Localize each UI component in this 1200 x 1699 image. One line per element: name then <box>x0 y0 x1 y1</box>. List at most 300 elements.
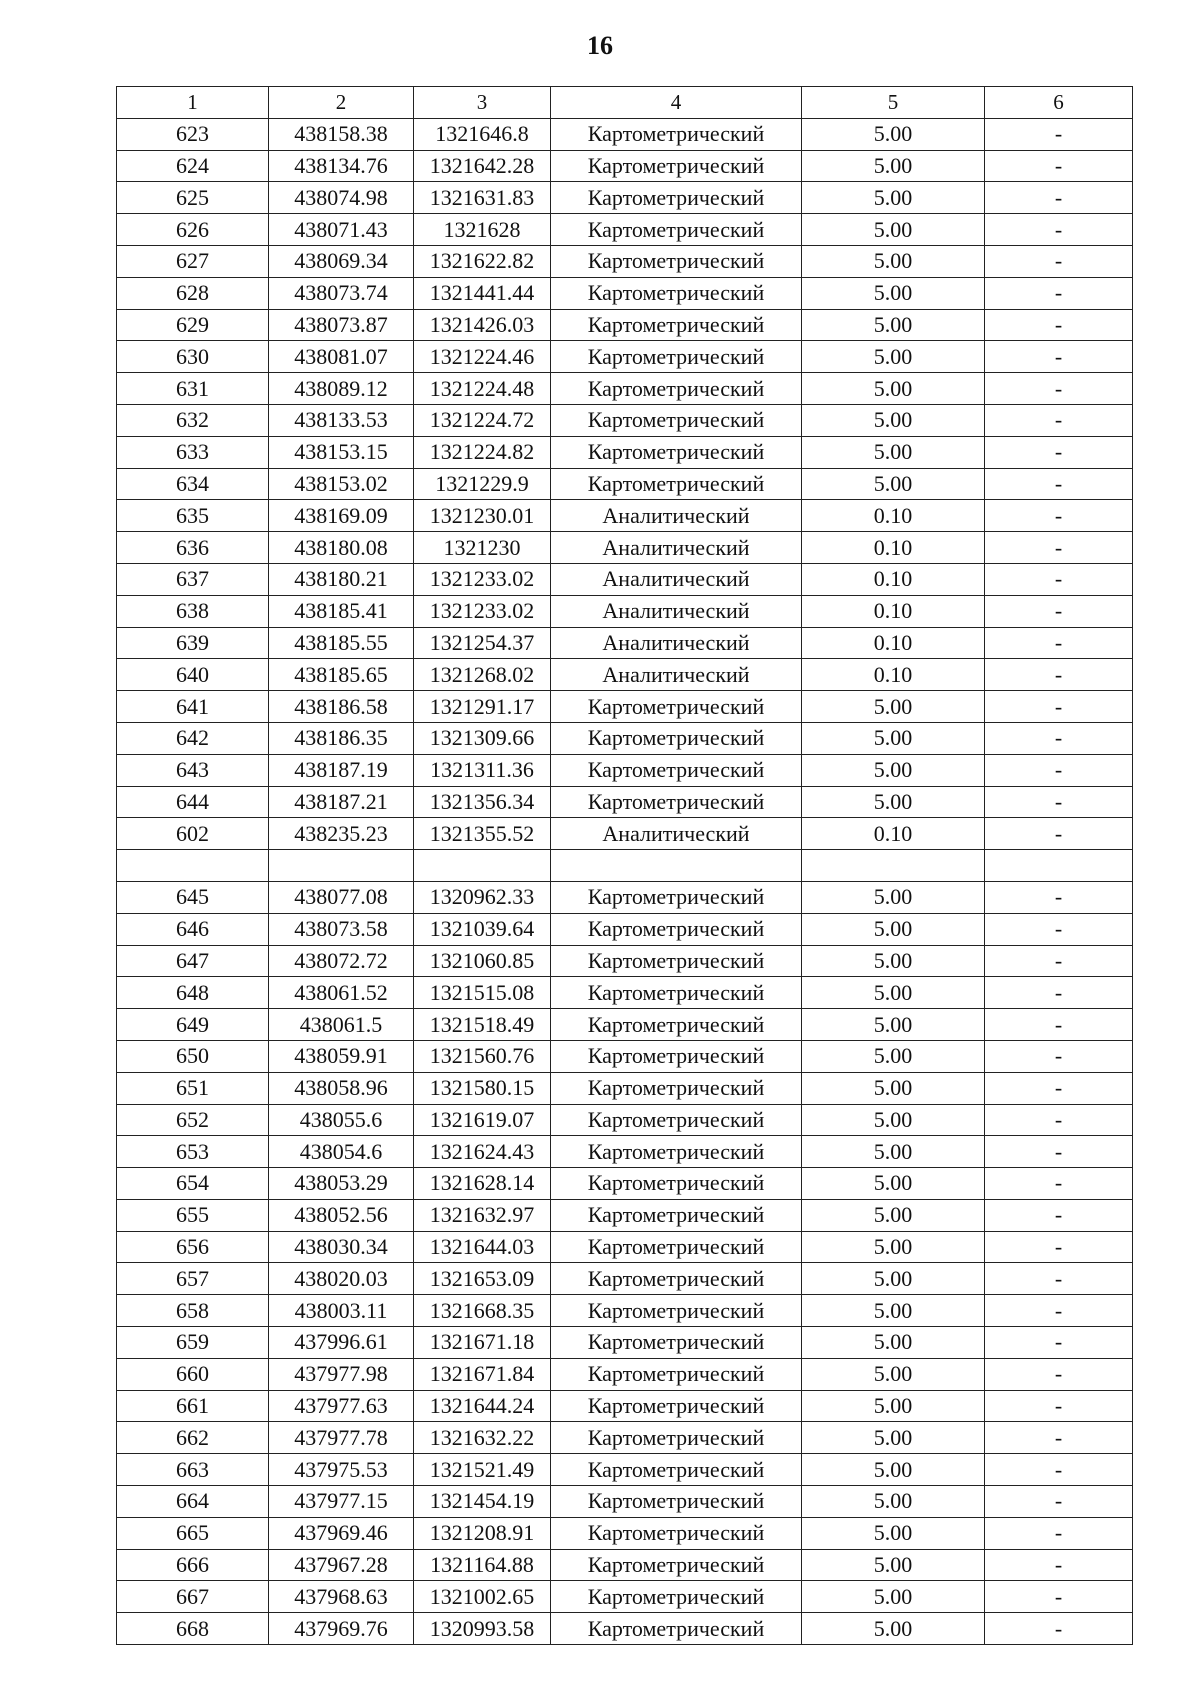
point-number-cell: 626 <box>117 214 269 246</box>
point-number-cell: 659 <box>117 1327 269 1359</box>
x-coordinate-cell: 438003.11 <box>269 1295 414 1327</box>
description-cell: - <box>985 214 1133 246</box>
description-cell: - <box>985 1009 1133 1041</box>
table-row <box>117 468 1133 500</box>
point-number-cell: 654 <box>117 1168 269 1200</box>
y-coordinate-cell: 1321224.82 <box>414 436 551 468</box>
accuracy-cell: 5.00 <box>802 150 985 182</box>
accuracy-cell: 5.00 <box>802 945 985 977</box>
table-row <box>117 500 1133 532</box>
accuracy-cell: 5.00 <box>802 1390 985 1422</box>
method-cell: Аналитический <box>551 563 802 595</box>
method-cell: Картометрический <box>551 214 802 246</box>
description-cell: - <box>985 309 1133 341</box>
y-coordinate-cell: 1321632.22 <box>414 1422 551 1454</box>
accuracy-cell: 5.00 <box>802 722 985 754</box>
point-number-cell: 646 <box>117 913 269 945</box>
x-coordinate-cell: 437996.61 <box>269 1327 414 1359</box>
table-row <box>117 1168 1133 1200</box>
y-coordinate-cell: 1321671.18 <box>414 1327 551 1359</box>
x-coordinate-cell: 438077.08 <box>269 881 414 913</box>
header-cell-4: 4 <box>551 87 802 119</box>
accuracy-cell: 5.00 <box>802 1613 985 1645</box>
y-coordinate-cell: 1321230.01 <box>414 500 551 532</box>
accuracy-cell: 5.00 <box>802 373 985 405</box>
x-coordinate-cell: 438073.87 <box>269 309 414 341</box>
table-row <box>117 595 1133 627</box>
x-coordinate-cell: 438185.55 <box>269 627 414 659</box>
y-coordinate-cell: 1321254.37 <box>414 627 551 659</box>
point-number-cell: 641 <box>117 691 269 723</box>
y-coordinate-cell: 1321628 <box>414 214 551 246</box>
point-number-cell: 638 <box>117 595 269 627</box>
method-cell: Картометрический <box>551 1072 802 1104</box>
description-cell: - <box>985 1168 1133 1200</box>
table-row <box>117 341 1133 373</box>
y-coordinate-cell: 1321229.9 <box>414 468 551 500</box>
point-number-cell: 645 <box>117 881 269 913</box>
description-cell: - <box>985 1613 1133 1645</box>
x-coordinate-cell: 437969.46 <box>269 1517 414 1549</box>
x-coordinate-cell: 438030.34 <box>269 1231 414 1263</box>
method-cell: Картометрический <box>551 945 802 977</box>
method-cell: Картометрический <box>551 1168 802 1200</box>
table-row <box>117 563 1133 595</box>
x-coordinate-cell: 437977.15 <box>269 1486 414 1518</box>
x-coordinate-cell: 438180.21 <box>269 563 414 595</box>
table-row <box>117 881 1133 913</box>
point-number-cell: 661 <box>117 1390 269 1422</box>
x-coordinate-cell: 438055.6 <box>269 1104 414 1136</box>
method-cell: Картометрический <box>551 754 802 786</box>
x-coordinate-cell: 438235.23 <box>269 818 414 850</box>
point-number-cell: 656 <box>117 1231 269 1263</box>
y-coordinate-cell: 1321224.48 <box>414 373 551 405</box>
method-cell: Картометрический <box>551 1104 802 1136</box>
x-coordinate-cell: 438134.76 <box>269 150 414 182</box>
y-coordinate-cell: 1321515.08 <box>414 977 551 1009</box>
x-coordinate-cell: 438061.5 <box>269 1009 414 1041</box>
header-row <box>117 87 1133 119</box>
header-cell-5: 5 <box>802 87 985 119</box>
y-coordinate-cell: 1321208.91 <box>414 1517 551 1549</box>
method-cell: Картометрический <box>551 881 802 913</box>
point-number-cell: 667 <box>117 1581 269 1613</box>
accuracy-cell: 0.10 <box>802 563 985 595</box>
accuracy-cell: 5.00 <box>802 1199 985 1231</box>
table-row <box>117 722 1133 754</box>
x-coordinate-cell: 438058.96 <box>269 1072 414 1104</box>
point-number-cell: 658 <box>117 1295 269 1327</box>
point-number-cell: 634 <box>117 468 269 500</box>
method-cell: Аналитический <box>551 627 802 659</box>
y-coordinate-cell: 1321632.97 <box>414 1199 551 1231</box>
point-number-cell: 665 <box>117 1517 269 1549</box>
y-coordinate-cell: 1321622.82 <box>414 245 551 277</box>
method-cell: Картометрический <box>551 1517 802 1549</box>
table-row <box>117 118 1133 150</box>
y-coordinate-cell: 1321644.03 <box>414 1231 551 1263</box>
point-number-cell: 647 <box>117 945 269 977</box>
method-cell: Картометрический <box>551 404 802 436</box>
y-coordinate-cell: 1321646.8 <box>414 118 551 150</box>
accuracy-cell: 5.00 <box>802 1327 985 1359</box>
method-cell: Картометрический <box>551 1231 802 1263</box>
y-coordinate-cell: 1321309.66 <box>414 722 551 754</box>
x-coordinate-cell: 438020.03 <box>269 1263 414 1295</box>
x-coordinate-cell: 437975.53 <box>269 1454 414 1486</box>
method-cell: Аналитический <box>551 818 802 850</box>
y-coordinate-cell: 1321441.44 <box>414 277 551 309</box>
header-cell-1: 1 <box>117 87 269 119</box>
y-coordinate-cell: 1321060.85 <box>414 945 551 977</box>
description-cell: - <box>985 945 1133 977</box>
point-number-cell: 657 <box>117 1263 269 1295</box>
method-cell: Картометрический <box>551 373 802 405</box>
table-row <box>117 1231 1133 1263</box>
method-cell: Картометрический <box>551 309 802 341</box>
accuracy-cell: 5.00 <box>802 1295 985 1327</box>
table-row <box>117 1104 1133 1136</box>
point-number-cell: 643 <box>117 754 269 786</box>
method-cell: Картометрический <box>551 436 802 468</box>
method-cell: Картометрический <box>551 1549 802 1581</box>
x-coordinate-cell: 438071.43 <box>269 214 414 246</box>
x-coordinate-cell: 438072.72 <box>269 945 414 977</box>
method-cell: Картометрический <box>551 1613 802 1645</box>
y-coordinate-cell: 1321224.72 <box>414 404 551 436</box>
x-coordinate-cell: 438187.19 <box>269 754 414 786</box>
description-cell: - <box>985 373 1133 405</box>
method-cell: Картометрический <box>551 786 802 818</box>
description-cell: - <box>985 1104 1133 1136</box>
method-cell: Картометрический <box>551 1390 802 1422</box>
point-number-cell <box>117 850 269 882</box>
description-cell: - <box>985 118 1133 150</box>
accuracy-cell: 5.00 <box>802 1358 985 1390</box>
y-coordinate-cell: 1320962.33 <box>414 881 551 913</box>
description-cell: - <box>985 1231 1133 1263</box>
point-number-cell: 631 <box>117 373 269 405</box>
method-cell: Картометрический <box>551 1040 802 1072</box>
x-coordinate-cell: 438069.34 <box>269 245 414 277</box>
y-coordinate-cell: 1321671.84 <box>414 1358 551 1390</box>
accuracy-cell: 5.00 <box>802 309 985 341</box>
table-row <box>117 913 1133 945</box>
description-cell: - <box>985 754 1133 786</box>
point-number-cell: 628 <box>117 277 269 309</box>
method-cell: Аналитический <box>551 659 802 691</box>
x-coordinate-cell: 438081.07 <box>269 341 414 373</box>
x-coordinate-cell: 437967.28 <box>269 1549 414 1581</box>
method-cell: Картометрический <box>551 150 802 182</box>
x-coordinate-cell: 438186.35 <box>269 722 414 754</box>
y-coordinate-cell: 1321355.52 <box>414 818 551 850</box>
accuracy-cell: 5.00 <box>802 1581 985 1613</box>
x-coordinate-cell: 438180.08 <box>269 532 414 564</box>
method-cell: Картометрический <box>551 1327 802 1359</box>
table-row <box>117 977 1133 1009</box>
point-number-cell: 623 <box>117 118 269 150</box>
x-coordinate-cell: 438153.15 <box>269 436 414 468</box>
x-coordinate-cell: 438133.53 <box>269 404 414 436</box>
y-coordinate-cell: 1321619.07 <box>414 1104 551 1136</box>
description-cell: - <box>985 1327 1133 1359</box>
description-cell: - <box>985 913 1133 945</box>
point-number-cell: 668 <box>117 1613 269 1645</box>
point-number-cell: 629 <box>117 309 269 341</box>
point-number-cell: 664 <box>117 1486 269 1518</box>
description-cell: - <box>985 595 1133 627</box>
description-cell: - <box>985 881 1133 913</box>
accuracy-cell: 0.10 <box>802 627 985 659</box>
table-row <box>117 404 1133 436</box>
accuracy-cell: 5.00 <box>802 754 985 786</box>
y-coordinate-cell: 1321580.15 <box>414 1072 551 1104</box>
description-cell: - <box>985 468 1133 500</box>
accuracy-cell: 5.00 <box>802 913 985 945</box>
y-coordinate-cell: 1321628.14 <box>414 1168 551 1200</box>
y-coordinate-cell <box>414 850 551 882</box>
accuracy-cell: 5.00 <box>802 341 985 373</box>
description-cell: - <box>985 245 1133 277</box>
table-row <box>117 309 1133 341</box>
method-cell: Картометрический <box>551 1136 802 1168</box>
description-cell <box>985 850 1133 882</box>
table-row <box>117 1390 1133 1422</box>
method-cell: Картометрический <box>551 118 802 150</box>
x-coordinate-cell: 438158.38 <box>269 118 414 150</box>
x-coordinate-cell: 437969.76 <box>269 1613 414 1645</box>
table-row <box>117 1327 1133 1359</box>
x-coordinate-cell: 438059.91 <box>269 1040 414 1072</box>
header-cell-3: 3 <box>414 87 551 119</box>
y-coordinate-cell: 1321644.24 <box>414 1390 551 1422</box>
x-coordinate-cell: 438185.65 <box>269 659 414 691</box>
y-coordinate-cell: 1321631.83 <box>414 182 551 214</box>
table-row <box>117 214 1133 246</box>
method-cell: Картометрический <box>551 245 802 277</box>
table-row <box>117 1517 1133 1549</box>
point-number-cell: 662 <box>117 1422 269 1454</box>
accuracy-cell: 5.00 <box>802 277 985 309</box>
description-cell: - <box>985 722 1133 754</box>
description-cell: - <box>985 150 1133 182</box>
description-cell: - <box>985 1390 1133 1422</box>
coordinates-table <box>116 86 1133 1645</box>
table-row <box>117 150 1133 182</box>
method-cell: Картометрический <box>551 691 802 723</box>
accuracy-cell: 0.10 <box>802 595 985 627</box>
table-row <box>117 754 1133 786</box>
point-number-cell: 602 <box>117 818 269 850</box>
point-number-cell: 649 <box>117 1009 269 1041</box>
point-number-cell: 650 <box>117 1040 269 1072</box>
y-coordinate-cell: 1321268.02 <box>414 659 551 691</box>
x-coordinate-cell: 437977.78 <box>269 1422 414 1454</box>
x-coordinate-cell: 438089.12 <box>269 373 414 405</box>
y-coordinate-cell: 1321002.65 <box>414 1581 551 1613</box>
method-cell: Картометрический <box>551 1358 802 1390</box>
header-cell-6: 6 <box>985 87 1133 119</box>
description-cell: - <box>985 786 1133 818</box>
y-coordinate-cell: 1321233.02 <box>414 595 551 627</box>
table-row <box>117 182 1133 214</box>
table-row <box>117 1581 1133 1613</box>
point-number-cell: 651 <box>117 1072 269 1104</box>
table-row <box>117 850 1133 882</box>
method-cell: Картометрический <box>551 1581 802 1613</box>
method-cell: Аналитический <box>551 595 802 627</box>
point-number-cell: 625 <box>117 182 269 214</box>
point-number-cell: 640 <box>117 659 269 691</box>
table-row <box>117 786 1133 818</box>
point-number-cell: 639 <box>117 627 269 659</box>
accuracy-cell: 5.00 <box>802 1136 985 1168</box>
accuracy-cell: 5.00 <box>802 1040 985 1072</box>
accuracy-cell: 5.00 <box>802 404 985 436</box>
point-number-cell: 642 <box>117 722 269 754</box>
description-cell: - <box>985 1295 1133 1327</box>
x-coordinate-cell: 437977.98 <box>269 1358 414 1390</box>
point-number-cell: 666 <box>117 1549 269 1581</box>
description-cell: - <box>985 1263 1133 1295</box>
method-cell: Картометрический <box>551 913 802 945</box>
description-cell: - <box>985 1486 1133 1518</box>
y-coordinate-cell: 1321653.09 <box>414 1263 551 1295</box>
method-cell <box>551 850 802 882</box>
description-cell: - <box>985 659 1133 691</box>
y-coordinate-cell: 1321311.36 <box>414 754 551 786</box>
accuracy-cell: 5.00 <box>802 468 985 500</box>
description-cell: - <box>985 1454 1133 1486</box>
table-row <box>117 818 1133 850</box>
header-cell-2: 2 <box>269 87 414 119</box>
description-cell: - <box>985 277 1133 309</box>
point-number-cell: 644 <box>117 786 269 818</box>
table-row <box>117 691 1133 723</box>
method-cell: Картометрический <box>551 1263 802 1295</box>
description-cell: - <box>985 1422 1133 1454</box>
description-cell: - <box>985 1040 1133 1072</box>
point-number-cell: 627 <box>117 245 269 277</box>
point-number-cell: 655 <box>117 1199 269 1231</box>
accuracy-cell: 5.00 <box>802 214 985 246</box>
description-cell: - <box>985 532 1133 564</box>
description-cell: - <box>985 404 1133 436</box>
table-row <box>117 1009 1133 1041</box>
x-coordinate-cell: 438052.56 <box>269 1199 414 1231</box>
x-coordinate-cell: 438053.29 <box>269 1168 414 1200</box>
description-cell: - <box>985 1072 1133 1104</box>
y-coordinate-cell: 1321291.17 <box>414 691 551 723</box>
accuracy-cell: 5.00 <box>802 1263 985 1295</box>
accuracy-cell: 0.10 <box>802 659 985 691</box>
table-row <box>117 1549 1133 1581</box>
point-number-cell: 635 <box>117 500 269 532</box>
accuracy-cell: 5.00 <box>802 436 985 468</box>
y-coordinate-cell: 1321233.02 <box>414 563 551 595</box>
x-coordinate-cell: 438073.58 <box>269 913 414 945</box>
point-number-cell: 624 <box>117 150 269 182</box>
y-coordinate-cell: 1321668.35 <box>414 1295 551 1327</box>
table-row <box>117 945 1133 977</box>
description-cell: - <box>985 1517 1133 1549</box>
y-coordinate-cell: 1321426.03 <box>414 309 551 341</box>
method-cell: Картометрический <box>551 341 802 373</box>
method-cell: Картометрический <box>551 1009 802 1041</box>
point-number-cell: 633 <box>117 436 269 468</box>
method-cell: Картометрический <box>551 1295 802 1327</box>
accuracy-cell: 5.00 <box>802 118 985 150</box>
table-row <box>117 659 1133 691</box>
y-coordinate-cell: 1321164.88 <box>414 1549 551 1581</box>
accuracy-cell: 5.00 <box>802 245 985 277</box>
accuracy-cell: 5.00 <box>802 182 985 214</box>
accuracy-cell <box>802 850 985 882</box>
method-cell: Картометрический <box>551 468 802 500</box>
method-cell: Картометрический <box>551 1199 802 1231</box>
accuracy-cell: 5.00 <box>802 1454 985 1486</box>
x-coordinate-cell: 438187.21 <box>269 786 414 818</box>
point-number-cell: 632 <box>117 404 269 436</box>
y-coordinate-cell: 1320993.58 <box>414 1613 551 1645</box>
accuracy-cell: 5.00 <box>802 1009 985 1041</box>
y-coordinate-cell: 1321039.64 <box>414 913 551 945</box>
point-number-cell: 637 <box>117 563 269 595</box>
description-cell: - <box>985 1199 1133 1231</box>
description-cell: - <box>985 341 1133 373</box>
accuracy-cell: 5.00 <box>802 881 985 913</box>
accuracy-cell: 0.10 <box>802 818 985 850</box>
x-coordinate-cell: 438169.09 <box>269 500 414 532</box>
accuracy-cell: 5.00 <box>802 1517 985 1549</box>
table-body <box>117 118 1133 1644</box>
table-row <box>117 373 1133 405</box>
description-cell: - <box>985 1136 1133 1168</box>
y-coordinate-cell: 1321642.28 <box>414 150 551 182</box>
y-coordinate-cell: 1321518.49 <box>414 1009 551 1041</box>
point-number-cell: 636 <box>117 532 269 564</box>
table-row <box>117 1040 1133 1072</box>
method-cell: Аналитический <box>551 532 802 564</box>
y-coordinate-cell: 1321560.76 <box>414 1040 551 1072</box>
x-coordinate-cell: 438185.41 <box>269 595 414 627</box>
x-coordinate-cell: 438061.52 <box>269 977 414 1009</box>
method-cell: Картометрический <box>551 1454 802 1486</box>
table-row <box>117 436 1133 468</box>
table-row <box>117 1072 1133 1104</box>
y-coordinate-cell: 1321454.19 <box>414 1486 551 1518</box>
table-row <box>117 277 1133 309</box>
x-coordinate-cell: 438186.58 <box>269 691 414 723</box>
accuracy-cell: 5.00 <box>802 977 985 1009</box>
table-row <box>117 1295 1133 1327</box>
x-coordinate-cell <box>269 850 414 882</box>
method-cell: Картометрический <box>551 1422 802 1454</box>
description-cell: - <box>985 1581 1133 1613</box>
table-row <box>117 1486 1133 1518</box>
point-number-cell: 648 <box>117 977 269 1009</box>
accuracy-cell: 5.00 <box>802 1168 985 1200</box>
table-header <box>117 87 1133 119</box>
x-coordinate-cell: 438054.6 <box>269 1136 414 1168</box>
x-coordinate-cell: 438073.74 <box>269 277 414 309</box>
accuracy-cell: 5.00 <box>802 1486 985 1518</box>
y-coordinate-cell: 1321624.43 <box>414 1136 551 1168</box>
table-row <box>117 1613 1133 1645</box>
table-row <box>117 1422 1133 1454</box>
